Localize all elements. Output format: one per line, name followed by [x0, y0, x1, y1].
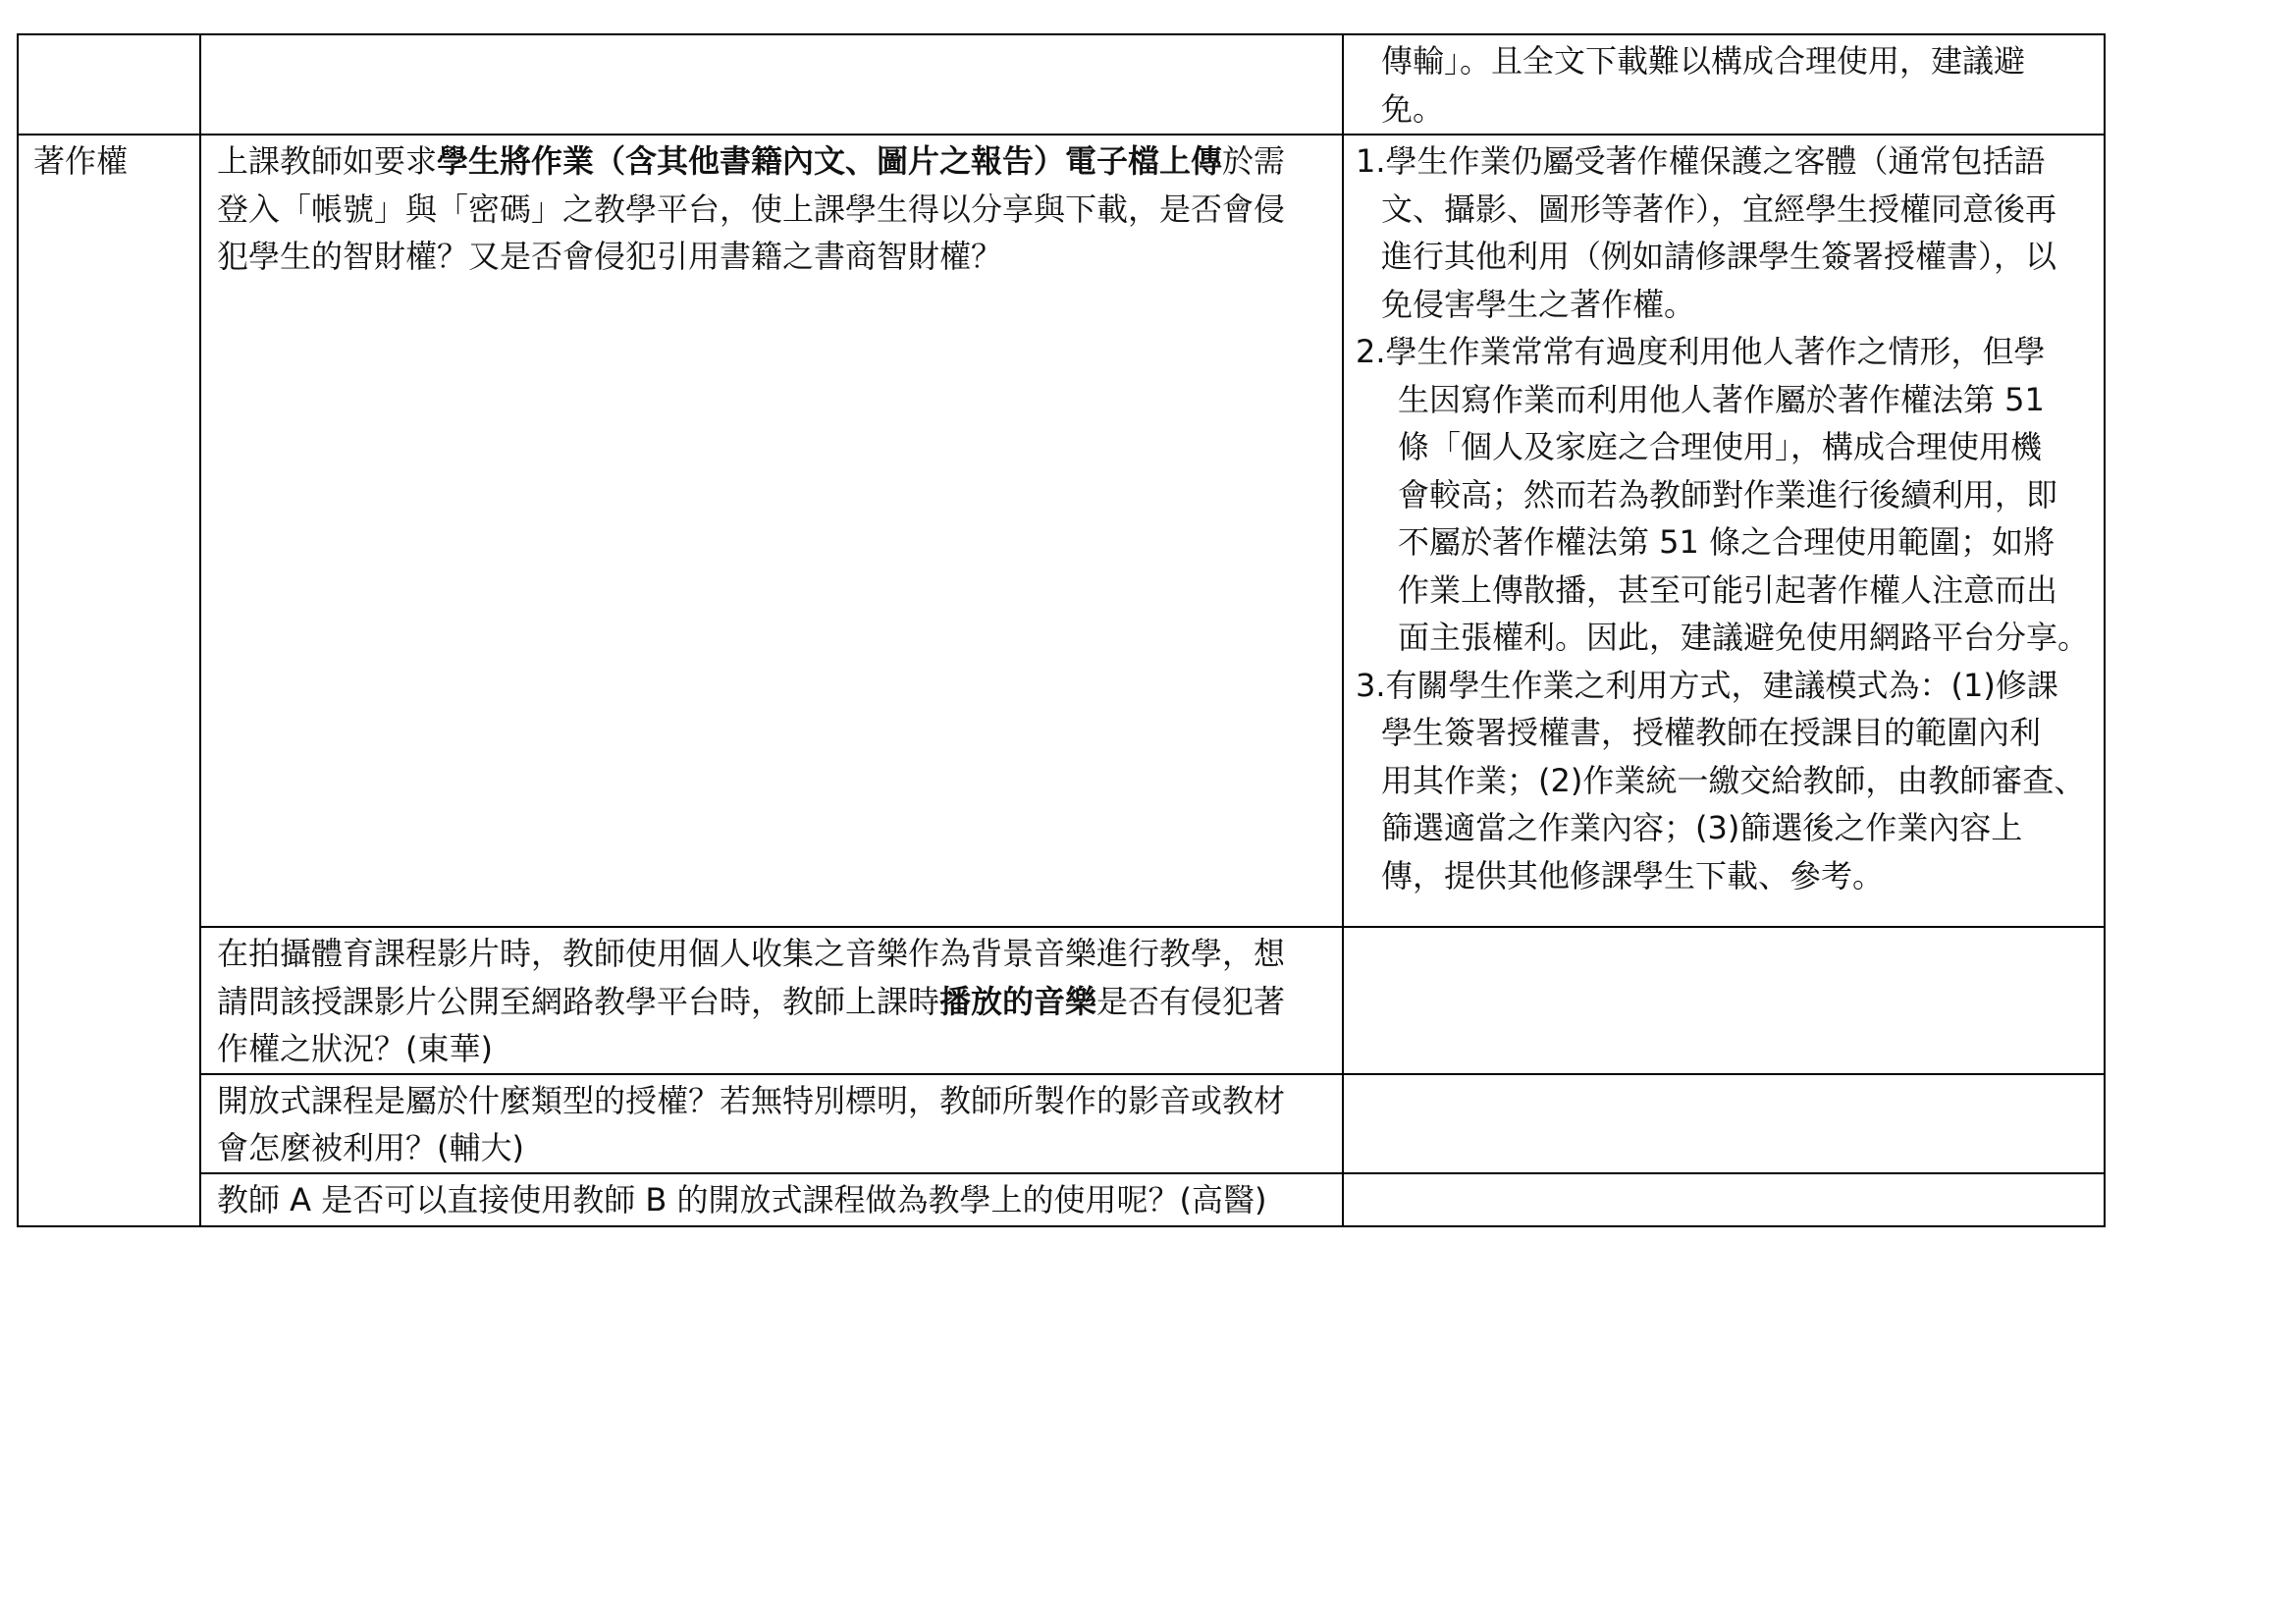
question-cell	[200, 1074, 1343, 1173]
question-line: 教師 A 是否可以直接使用教師 B 的開放式課程做為教學上的使用呢？(高醫)	[217, 1180, 1267, 1218]
question-line: 上課教師如要求學生將作業（含其他書籍內文、圖片之報告）電子檔上傳於需	[217, 142, 1286, 180]
answer-cell	[1343, 1173, 2105, 1226]
answer-cell	[1343, 1074, 2105, 1173]
table-row	[18, 135, 2105, 927]
answer-line: 傳，提供其他修課學生下載、參考。	[1381, 856, 1885, 894]
table-row	[18, 34, 2105, 135]
answer-line: 免侵害學生之著作權。	[1381, 285, 1696, 323]
question-line: 在拍攝體育課程影片時，教師使用個人收集之音樂作為背景音樂進行教學，想	[217, 935, 1286, 972]
answer-cell	[1343, 927, 2105, 1074]
answer-line: 文、攝影、圖形等著作），宜經學生授權同意後再	[1381, 189, 2057, 228]
answer-line: 篩選適當之作業內容；(3)篩選後之作業內容上	[1381, 809, 2023, 846]
question-cell	[200, 135, 1343, 927]
answer-cell	[1343, 34, 2105, 135]
answer-line: 作業上傳散播，甚至可能引起著作權人注意而出	[1398, 570, 2058, 609]
answer-line: 2.學生作業常常有過度利用他人著作之情形，但學	[1356, 333, 2046, 370]
answer-line: 免。	[1381, 89, 1445, 128]
question-cell	[200, 1173, 1343, 1226]
answer-line: 用其作業；(2)作業統一繳交給教師，由教師審查、	[1381, 761, 2086, 799]
answer-line: 不屬於著作權法第 51 條之合理使用範圍；如將	[1398, 523, 2056, 561]
answer-line: 1.學生作業仍屬受著作權保護之客體（通常包括語	[1356, 142, 2046, 180]
category-label: 著作權	[33, 142, 129, 180]
answer-line: 傳輸」。且全文下載難以構成合理使用，建議避	[1381, 42, 2026, 80]
question-cell	[200, 927, 1343, 1074]
question-line: 會怎麼被利用？(輔大)	[217, 1129, 524, 1166]
question-line: 開放式課程是屬於什麼類型的授權？若無特別標明，教師所製作的影音或教材	[217, 1081, 1286, 1119]
answer-cell	[1343, 135, 2105, 927]
question-line: 犯學生的智財權？又是否會侵犯引用書籍之書商智財權？	[217, 238, 1003, 275]
answer-line: 會較高；然而若為教師對作業進行後續利用，即	[1398, 475, 2058, 514]
answer-line: 學生簽署授權書，授權教師在授課目的範圍內利	[1381, 714, 2042, 751]
question-line: 作權之狀況？(東華)	[217, 1030, 493, 1067]
category-cell	[18, 34, 200, 135]
question-line: 登入「帳號」與「密碼」之教學平台，使上課學生得以分享與下載，是否會侵	[217, 189, 1286, 228]
answer-line: 進行其他利用（例如請修課學生簽署授權書），以	[1381, 238, 2057, 275]
question-line: 請問該授課影片公開至網路教學平台時，教師上課時播放的音樂是否有侵犯著	[217, 982, 1286, 1020]
answer-line: 條「個人及家庭之合理使用」，構成合理使用機	[1398, 428, 2043, 465]
table-row	[18, 1173, 2105, 1226]
category-cell	[18, 135, 200, 1226]
answer-line: 面主張權利。因此，建議避免使用網路平台分享。	[1398, 619, 2090, 656]
answer-line: 3.有關學生作業之利用方式，建議模式為：(1)修課	[1356, 666, 2058, 704]
answer-line: 生因寫作業而利用他人著作屬於著作權法第 51	[1398, 380, 2045, 418]
question-cell	[200, 34, 1343, 135]
table-row	[18, 1074, 2105, 1173]
table-row	[18, 927, 2105, 1074]
qa-table	[17, 33, 2106, 1227]
